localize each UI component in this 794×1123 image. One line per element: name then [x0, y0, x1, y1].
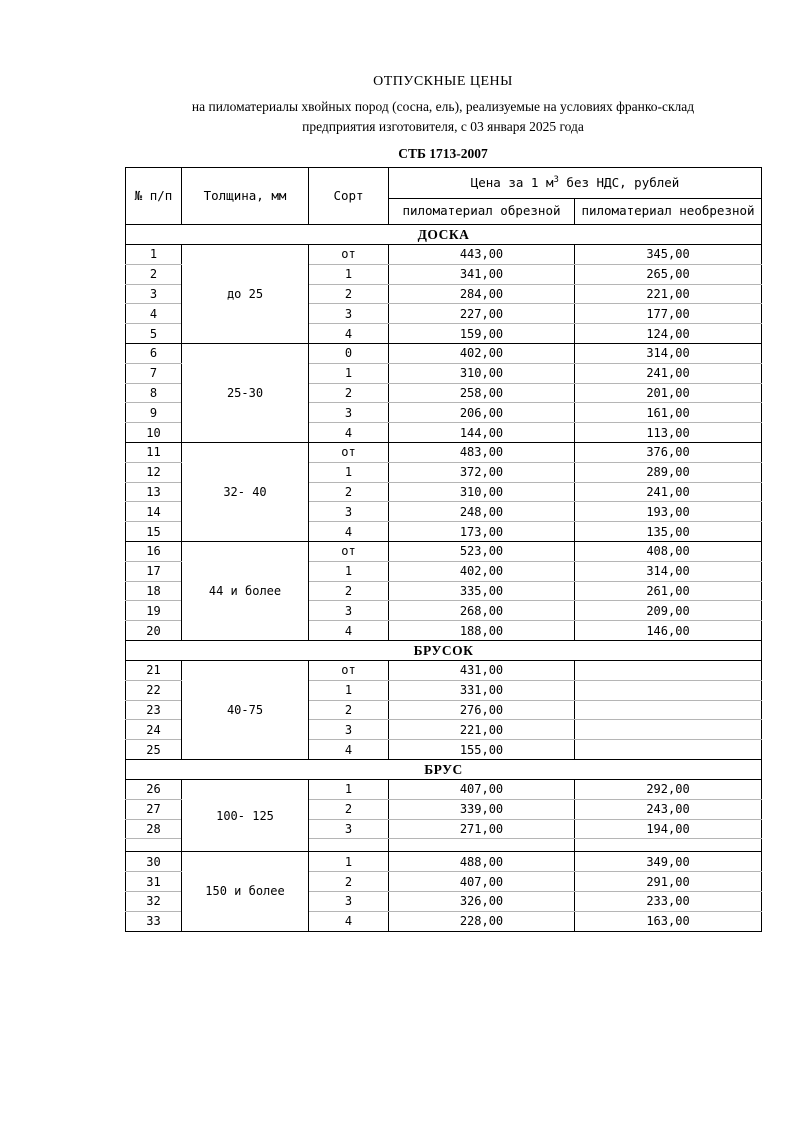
row-number: 8	[126, 383, 182, 403]
table-row	[126, 343, 762, 363]
grade-cell: 2	[309, 700, 389, 720]
price-edged-cell: 284,00	[389, 284, 575, 304]
grade-cell: 3	[309, 502, 389, 522]
row-number: 20	[126, 621, 182, 641]
price-edged-cell: 402,00	[389, 343, 575, 363]
grade-cell: 4	[309, 522, 389, 542]
grade-cell: 4	[309, 324, 389, 344]
price-unedged-cell	[575, 700, 762, 720]
row-number: 2	[126, 264, 182, 284]
table-row	[126, 779, 762, 799]
price-unedged-cell: 177,00	[575, 304, 762, 324]
price-edged-cell: 227,00	[389, 304, 575, 324]
grade-cell: 2	[309, 284, 389, 304]
grade-cell: 3	[309, 720, 389, 740]
row-number: 6	[126, 343, 182, 363]
section-title: БРУС	[126, 759, 762, 779]
grade-cell: 1	[309, 852, 389, 872]
table-row	[126, 852, 762, 872]
grade-cell: 4	[309, 911, 389, 931]
row-number: 17	[126, 561, 182, 581]
grade-cell: 4	[309, 740, 389, 760]
price-unedged-cell: 265,00	[575, 264, 762, 284]
row-number: 23	[126, 700, 182, 720]
price-edged-cell: 221,00	[389, 720, 575, 740]
row-number: 10	[126, 423, 182, 443]
price-edged-cell: 271,00	[389, 819, 575, 839]
price-unedged-cell: 233,00	[575, 891, 762, 911]
grade-cell: от	[309, 245, 389, 265]
document-subtitle-line-2: предприятия изготовителя, с 03 января 2025 года	[302, 119, 584, 134]
thickness-cell: 44 и более	[182, 541, 309, 640]
price-edged-cell: 339,00	[389, 799, 575, 819]
thickness-cell: 100- 125	[182, 779, 309, 851]
header-price	[389, 168, 762, 199]
price-unedged-cell: 243,00	[575, 799, 762, 819]
price-edged-cell: 206,00	[389, 403, 575, 423]
price-unedged-cell	[575, 680, 762, 700]
price-unedged-cell	[575, 720, 762, 740]
price-unedged-cell: 345,00	[575, 245, 762, 265]
price-edged-cell: 258,00	[389, 383, 575, 403]
price-unedged-cell: 163,00	[575, 911, 762, 931]
grade-cell: 1	[309, 779, 389, 799]
header-unedged: пиломатериал необрезной	[575, 199, 762, 225]
grade-cell: 4	[309, 621, 389, 641]
price-unedged-cell: 221,00	[575, 284, 762, 304]
header-thickness: Толщина, мм	[182, 168, 309, 225]
header-price-suffix: без НДС, рублей	[558, 175, 680, 191]
row-number: 18	[126, 581, 182, 601]
grade-cell: 2	[309, 581, 389, 601]
price-unedged-cell: 193,00	[575, 502, 762, 522]
row-number: 1	[126, 245, 182, 265]
price-edged-cell: 276,00	[389, 700, 575, 720]
price-unedged-cell	[575, 740, 762, 760]
empty-cell	[575, 839, 762, 852]
price-edged-cell: 248,00	[389, 502, 575, 522]
grade-cell: 3	[309, 891, 389, 911]
table-row	[126, 442, 762, 462]
price-edged-cell: 372,00	[389, 462, 575, 482]
grade-cell: 1	[309, 561, 389, 581]
row-number: 19	[126, 601, 182, 621]
grade-cell: 2	[309, 799, 389, 819]
grade-cell: 0	[309, 343, 389, 363]
table-row	[126, 660, 762, 680]
price-unedged-cell: 161,00	[575, 403, 762, 423]
price-edged-cell: 443,00	[389, 245, 575, 265]
empty-cell	[126, 839, 182, 852]
price-unedged-cell: 124,00	[575, 324, 762, 344]
document-title: ОТПУСКНЫЕ ЦЕНЫ	[373, 74, 513, 89]
price-unedged-cell: 241,00	[575, 363, 762, 383]
header-edged: пиломатериал обрезной	[389, 199, 575, 225]
grade-cell: 2	[309, 872, 389, 892]
price-edged-cell: 228,00	[389, 911, 575, 931]
price-edged-cell: 488,00	[389, 852, 575, 872]
header-price-prefix: Цена за 1 м	[470, 175, 554, 191]
grade-cell: 3	[309, 403, 389, 423]
row-number: 7	[126, 363, 182, 383]
row-number: 27	[126, 799, 182, 819]
header-grade: Сорт	[309, 168, 389, 225]
price-unedged-cell: 209,00	[575, 601, 762, 621]
row-number: 12	[126, 462, 182, 482]
row-number: 13	[126, 482, 182, 502]
price-edged-cell: 326,00	[389, 891, 575, 911]
standard-label: СТБ 1713-2007	[398, 146, 488, 161]
row-number: 33	[126, 911, 182, 931]
row-number: 28	[126, 819, 182, 839]
table-row	[126, 245, 762, 265]
grade-cell: 4	[309, 423, 389, 443]
price-edged-cell: 407,00	[389, 779, 575, 799]
price-table-body	[126, 225, 762, 932]
thickness-cell: 25-30	[182, 343, 309, 442]
price-unedged-cell	[575, 660, 762, 680]
row-number: 3	[126, 284, 182, 304]
price-edged-cell: 335,00	[389, 581, 575, 601]
price-unedged-cell: 289,00	[575, 462, 762, 482]
row-number: 4	[126, 304, 182, 324]
header-number: № п/п	[126, 168, 182, 225]
price-edged-cell: 407,00	[389, 872, 575, 892]
section-title: БРУСОК	[126, 640, 762, 660]
grade-cell: 1	[309, 363, 389, 383]
price-edged-cell: 483,00	[389, 442, 575, 462]
grade-cell: 3	[309, 304, 389, 324]
table-row	[126, 541, 762, 561]
thickness-cell: до 25	[182, 245, 309, 344]
grade-cell: 1	[309, 264, 389, 284]
price-unedged-cell: 135,00	[575, 522, 762, 542]
row-number: 15	[126, 522, 182, 542]
price-edged-cell: 331,00	[389, 680, 575, 700]
price-unedged-cell: 194,00	[575, 819, 762, 839]
row-number: 31	[126, 872, 182, 892]
grade-cell: от	[309, 541, 389, 561]
price-edged-cell: 144,00	[389, 423, 575, 443]
price-edged-cell: 310,00	[389, 482, 575, 502]
row-number: 30	[126, 852, 182, 872]
price-edged-cell: 402,00	[389, 561, 575, 581]
grade-cell: 1	[309, 680, 389, 700]
price-unedged-cell: 314,00	[575, 343, 762, 363]
price-edged-cell: 159,00	[389, 324, 575, 344]
price-unedged-cell: 146,00	[575, 621, 762, 641]
grade-cell: 2	[309, 383, 389, 403]
price-unedged-cell: 376,00	[575, 442, 762, 462]
price-edged-cell: 341,00	[389, 264, 575, 284]
row-number: 21	[126, 660, 182, 680]
thickness-cell: 32- 40	[182, 442, 309, 541]
thickness-cell: 40-75	[182, 660, 309, 759]
price-unedged-cell: 113,00	[575, 423, 762, 443]
price-edged-cell: 268,00	[389, 601, 575, 621]
row-number: 22	[126, 680, 182, 700]
price-edged-cell: 188,00	[389, 621, 575, 641]
row-number: 11	[126, 442, 182, 462]
price-edged-cell: 310,00	[389, 363, 575, 383]
grade-cell: 2	[309, 482, 389, 502]
price-unedged-cell: 314,00	[575, 561, 762, 581]
price-unedged-cell: 241,00	[575, 482, 762, 502]
row-number: 24	[126, 720, 182, 740]
document-subtitle-line-1: на пиломатериалы хвойных пород (сосна, ель), реализуемые на условиях франко-склад	[191, 99, 695, 114]
row-number: 16	[126, 541, 182, 561]
row-number: 26	[126, 779, 182, 799]
header-price-superscript: 3	[553, 175, 559, 186]
price-edged-cell: 523,00	[389, 541, 575, 561]
grade-cell: 3	[309, 601, 389, 621]
price-unedged-cell: 261,00	[575, 581, 762, 601]
grade-cell: от	[309, 442, 389, 462]
price-unedged-cell: 349,00	[575, 852, 762, 872]
row-number: 32	[126, 891, 182, 911]
grade-cell: от	[309, 660, 389, 680]
price-unedged-cell: 201,00	[575, 383, 762, 403]
row-number: 5	[126, 324, 182, 344]
price-edged-cell: 431,00	[389, 660, 575, 680]
thickness-cell: 150 и более	[182, 852, 309, 931]
row-number: 14	[126, 502, 182, 522]
price-edged-cell: 155,00	[389, 740, 575, 760]
row-number: 25	[126, 740, 182, 760]
row-number: 9	[126, 403, 182, 423]
section-title: ДОСКА	[126, 225, 762, 245]
price-table	[125, 167, 762, 932]
price-unedged-cell: 292,00	[575, 779, 762, 799]
grade-cell: 1	[309, 462, 389, 482]
price-edged-cell: 173,00	[389, 522, 575, 542]
price-unedged-cell: 291,00	[575, 872, 762, 892]
price-unedged-cell: 408,00	[575, 541, 762, 561]
grade-cell: 3	[309, 819, 389, 839]
empty-cell	[389, 839, 575, 852]
empty-cell	[309, 839, 389, 852]
